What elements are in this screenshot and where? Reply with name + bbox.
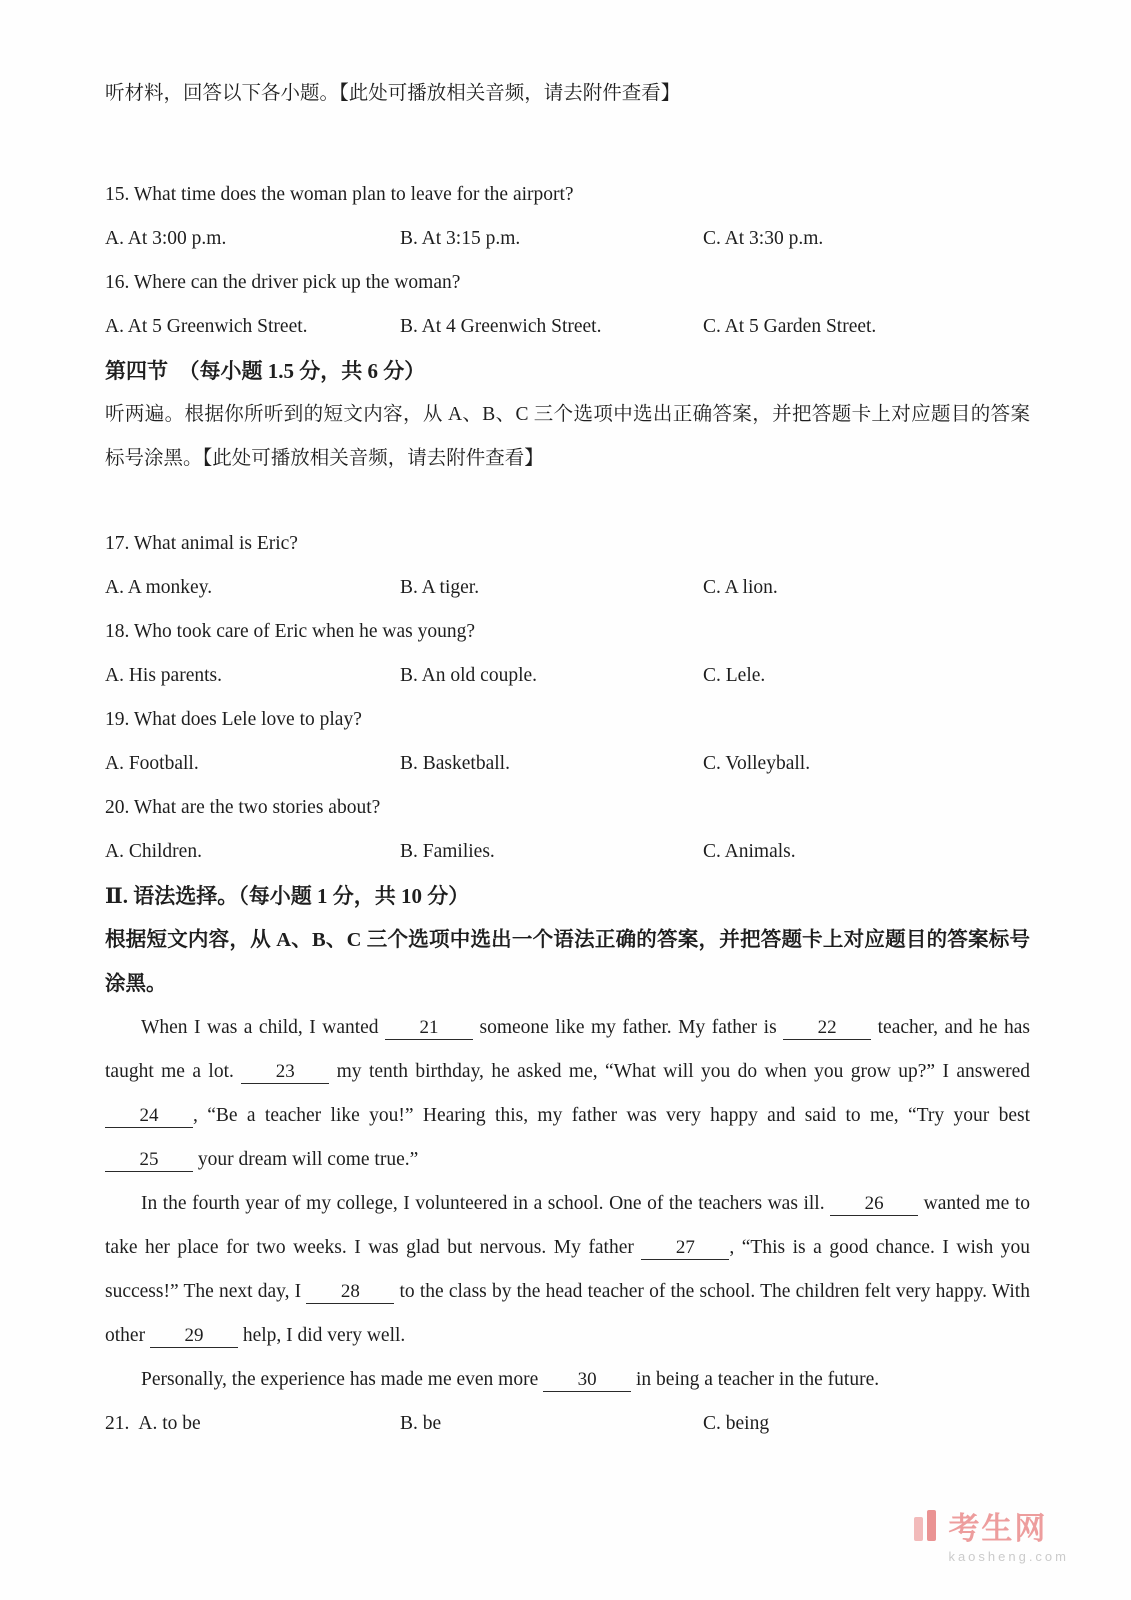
watermark-logo-row [914, 1503, 1069, 1548]
listening-intro: 听材料，回答以下各小题。【此处可播放相关音频，请去附件查看】 [105, 83, 681, 104]
question-21-option-b: B. be [400, 1413, 442, 1434]
kaosheng-logo-icon [914, 1510, 941, 1541]
question-20-option-a: A. Children. [105, 841, 202, 862]
question-17-option-a: A. A monkey. [105, 577, 213, 598]
question-19-option-c: C. Volleyball. [703, 753, 811, 774]
question-16-options [105, 305, 1030, 349]
question-17-options [105, 566, 1030, 610]
grammar-section-title: Ⅱ. 语法选择。（每小题 1 分，共 10 分） [105, 884, 470, 908]
watermark-site-name: 考生网 [948, 1511, 1048, 1546]
spacer [105, 116, 1030, 173]
question-15 [105, 173, 1030, 261]
question-19-stem: 19. What does Lele love to play? [105, 709, 362, 730]
grammar-section-instruction: 根据短文内容，从 A、B、C 三个选项中选出一个语法正确的答案，并把答题卡上对应题目的答案标号涂黑。 [105, 929, 1030, 995]
section-4-instruction: 听两遍。根据你所听到的短文内容，从 A、B、C 三个选项中选出正确答案，并把答题卡上对应题目的答案标号涂黑。【此处可播放相关音频，请去附件查看】 [105, 404, 1030, 469]
question-21-option-c: C. being [703, 1413, 770, 1434]
cloze-blank-25: 25 [105, 1149, 193, 1172]
question-17 [105, 522, 1030, 610]
question-15-option-c: C. At 3:30 p.m. [703, 228, 824, 249]
cloze-blank-29: 29 [150, 1325, 238, 1348]
question-17-stem: 17. What animal is Eric? [105, 533, 298, 554]
question-21-options [105, 1402, 1030, 1446]
cloze-paragraph-2: In the fourth year of my college, I volunteered in a school. One of the teachers was ill. 26 wanted me to take her place for two weeks. I was glad but nervous. My father 27 , “This is a good chance. I wish you success!” The next day, I 28 to the class by the head teacher of the school. The children felt very happy. With other 29 help, I did very well. [105, 1193, 1030, 1346]
watermark-site-url: kaosheng.com [948, 1549, 1069, 1564]
cloze-blank-28: 28 [306, 1281, 394, 1304]
question-15-option-a: A. At 3:00 p.m. [105, 228, 227, 249]
question-16 [105, 261, 1030, 349]
question-20 [105, 786, 1030, 874]
question-20-stem: 20. What are the two stories about? [105, 797, 381, 818]
question-18-stem: 18. Who took care of Eric when he was young? [105, 621, 476, 642]
question-18-options [105, 654, 1030, 698]
cloze-blank-22: 22 [783, 1017, 871, 1040]
question-16-option-b: B. At 4 Greenwich Street. [400, 316, 602, 337]
question-16-option-a: A. At 5 Greenwich Street. [105, 316, 308, 337]
question-15-stem: 15. What time does the woman plan to leave for the airport? [105, 184, 574, 205]
question-21-option-a-text: A. to be [138, 1413, 201, 1434]
question-21-option-a [105, 1402, 400, 1446]
question-17-option-b: B. A tiger. [400, 577, 480, 598]
cloze-blank-21: 21 [385, 1017, 473, 1040]
question-17-option-c: C. A lion. [703, 577, 778, 598]
question-19-option-b: B. Basketball. [400, 753, 510, 774]
question-18-option-b: B. An old couple. [400, 665, 538, 686]
cloze-paragraph-3: Personally, the experience has made me even more 30 in being a teacher in the future. [141, 1369, 880, 1390]
cloze-blank-27: 27 [641, 1237, 729, 1260]
cloze-blank-30: 30 [543, 1369, 631, 1392]
question-15-options [105, 217, 1030, 261]
cloze-paragraph-1: When I was a child, I wanted 21 someone like my father. My father is 22 teacher, and he has taught me a lot. 23 my tenth birthday, he asked me, “What will you do when you grow up?” I answered 24 , “Be a teacher like you!” Hearing this, my father was very happy and said to me, “Try your best 25 your dream will come true.” [105, 1017, 1030, 1170]
question-19-option-a: A. Football. [105, 753, 199, 774]
question-20-option-b: B. Families. [400, 841, 495, 862]
section-4-title: 第四节 （每小题 1.5 分，共 6 分） [105, 359, 426, 383]
question-18 [105, 610, 1030, 698]
spacer [105, 481, 1030, 522]
question-19-options [105, 742, 1030, 786]
question-16-stem: 16. Where can the driver pick up the woman? [105, 272, 461, 293]
question-18-option-a: A. His parents. [105, 665, 222, 686]
question-16-option-c: C. At 5 Garden Street. [703, 316, 877, 337]
site-watermark [914, 1503, 1069, 1564]
question-15-option-b: B. At 3:15 p.m. [400, 228, 521, 249]
cloze-blank-23: 23 [241, 1061, 329, 1084]
question-19 [105, 698, 1030, 786]
question-20-option-c: C. Animals. [703, 841, 796, 862]
cloze-blank-26: 26 [830, 1193, 918, 1216]
question-18-option-c: C. Lele. [703, 665, 766, 686]
question-21-number: 21. [105, 1413, 130, 1434]
question-20-options [105, 830, 1030, 874]
cloze-blank-24: 24 [105, 1105, 193, 1128]
